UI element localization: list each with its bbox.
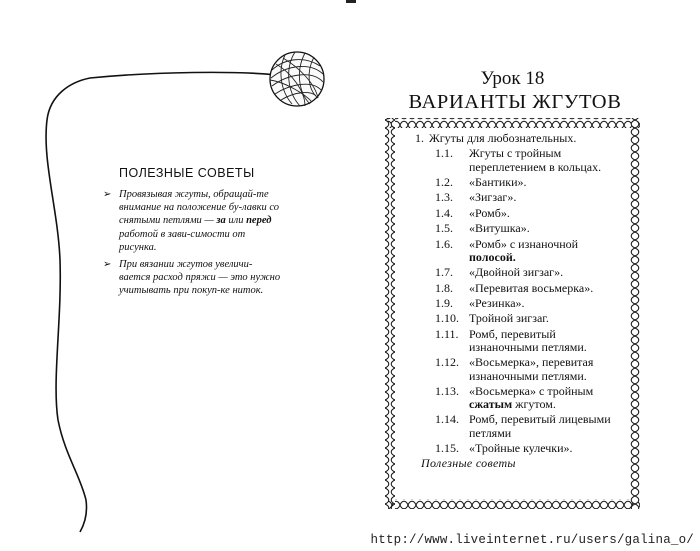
tip-text: При вязании жгутов увеличи-вается расход пряжи — это нужно учитывать при покуп-ке ниток. xyxy=(119,259,281,297)
arrow-bullet-icon: ➢ xyxy=(103,189,112,200)
toc-item: 1.13. «Восьмерка» с тройным сжатым жгутом. xyxy=(435,383,594,412)
toc-footer: Полезные советы xyxy=(421,456,516,471)
tip-text: Провязывая жгуты, обращай-те внимание на положение бу-лавки со снятыми петлями — за или перед работой в зави-симости от рисунка. xyxy=(119,189,280,253)
toc-item: 1.11. Ромб, перевитый изнаночными петлями. xyxy=(435,326,587,354)
toc-item: 1.9. «Резинка». xyxy=(435,295,525,310)
toc-item: 1.14. Ромб, перевитый лицевыми петлями xyxy=(435,412,611,440)
arrow-bullet-icon: ➢ xyxy=(103,259,112,271)
table-of-contents xyxy=(415,132,625,471)
lesson-number: Урок 18 xyxy=(480,68,545,89)
toc-item: 1.6. «Ромб» с изнаночной полосой. xyxy=(435,236,579,264)
source-watermark: http://www.liveinternet.ru/users/galina_o/ xyxy=(370,533,694,547)
toc-item: 1.7. «Двойной зигзаг». xyxy=(435,265,564,280)
toc-item: 1.5. «Витушка». xyxy=(435,221,530,236)
lesson-title: ВАРИАНТЫ ЖГУТОВ xyxy=(408,91,622,113)
toc-item: 1.3. «Зигзаг». xyxy=(435,190,517,205)
toc-item: 1.10. Тройной зигзаг. xyxy=(435,311,549,326)
toc-item: 1.1. Жгуты с тройным переплетением в кольцах. xyxy=(435,146,602,174)
toc-item: 1.4. «Ромб». xyxy=(435,205,510,220)
toc-item: 1.2. «Бантики». xyxy=(435,174,527,189)
toc-item: 1.12. «Восьмерка», перевитая изнаночными петлями. xyxy=(435,355,594,383)
toc-item: 1.15. «Тройные кулечки». xyxy=(435,441,573,456)
tips-title: ПОЛЕЗНЫЕ СОВЕТЫ xyxy=(119,166,255,180)
toc-item: 1.8. «Перевитая восьмерка». xyxy=(435,280,594,295)
toc-item: 1. Жгуты для любознательных. xyxy=(415,131,577,145)
